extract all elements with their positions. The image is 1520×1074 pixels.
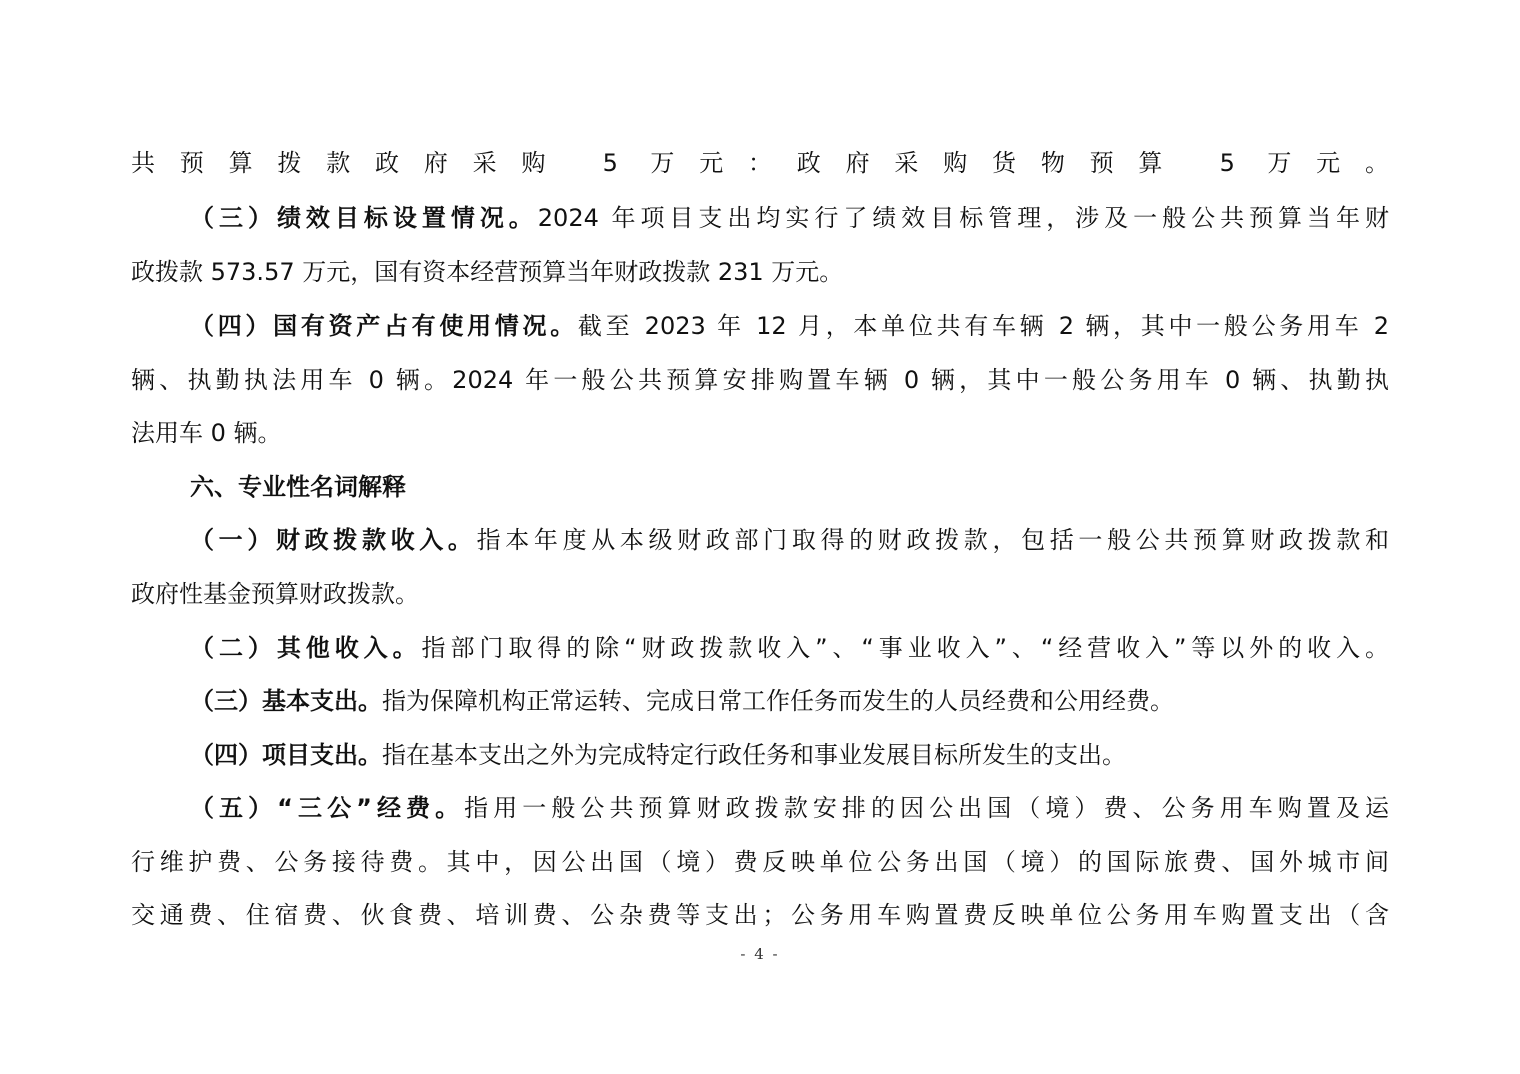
line-text: 截至 2023 年 12 月，本单位共有车辆 2 辆，其中一般公务用车 2 — [577, 312, 1390, 340]
line-text: 政拨款 573.57 万元，国有资本经营预算当年财政拨款 231 万元。 — [131, 258, 844, 286]
section-heading: （三）绩效目标设置情况。 — [190, 204, 538, 232]
line-text: 共预算拨款政府采购 5 万元：政府采购货物预算 5 万元。 — [131, 149, 1389, 177]
paragraph-line — [131, 252, 1389, 292]
paragraph-line — [131, 143, 1389, 183]
paragraph-line — [190, 306, 1389, 346]
line-text: 指本年度从本级财政部门取得的财政拨款，包括一般公共预算财政拨款和 — [476, 526, 1390, 554]
chapter-title: 六、专业性名词解释 — [190, 473, 406, 501]
paragraph-line — [190, 735, 1389, 775]
line-text: 指为保障机构正常运转、完成日常工作任务而发生的人员经费和公用经费。 — [382, 687, 1174, 715]
paragraph-line — [131, 842, 1389, 882]
paragraph-line — [190, 681, 1389, 721]
term-heading: （五）“三公”经费。 — [190, 794, 465, 822]
line-text: 指在基本支出之外为完成特定行政任务和事业发展目标所发生的支出。 — [382, 741, 1126, 769]
line-text: 指用一般公共预算财政拨款安排的因公出国（境）费、公务用车购置及运 — [464, 794, 1390, 822]
line-text: 指部门取得的除“财政拨款收入”、“事业收入”、“经营收入”等以外的收入。 — [421, 634, 1389, 662]
paragraph-line — [190, 788, 1389, 828]
line-text: 交通费、住宿费、伙食费、培训费、公杂费等支出；公务用车购置费反映单位公务用车购置支出（含 — [131, 901, 1389, 929]
line-text: 政府性基金预算财政拨款。 — [131, 580, 419, 608]
paragraph-line — [131, 895, 1389, 935]
term-heading: （三）基本支出。 — [190, 687, 382, 715]
paragraph-line — [131, 574, 1389, 614]
paragraph-line — [190, 198, 1389, 238]
paragraph-line — [131, 360, 1389, 400]
section-heading: （四）国有资产占有使用情况。 — [190, 312, 578, 340]
paragraph-line — [190, 628, 1389, 668]
page-number: - 4 - — [740, 945, 780, 963]
paragraph-line — [190, 520, 1389, 560]
line-text: 行维护费、公务接待费。其中，因公出国（境）费反映单位公务出国（境）的国际旅费、国外城市间 — [131, 848, 1389, 876]
paragraph-line — [131, 413, 1389, 453]
chapter-heading — [190, 467, 1389, 507]
line-text: 2024 年项目支出均实行了绩效目标管理，涉及一般公共预算当年财 — [537, 204, 1389, 232]
term-heading: （一）财政拨款收入。 — [190, 526, 477, 554]
term-heading: （二）其他收入。 — [190, 634, 422, 662]
line-text: 法用车 0 辆。 — [131, 419, 282, 447]
term-heading: （四）项目支出。 — [190, 741, 382, 769]
line-text: 辆、执勤执法用车 0 辆。2024 年一般公共预算安排购置车辆 0 辆，其中一般公务用车 0 辆、执勤执 — [131, 366, 1389, 394]
